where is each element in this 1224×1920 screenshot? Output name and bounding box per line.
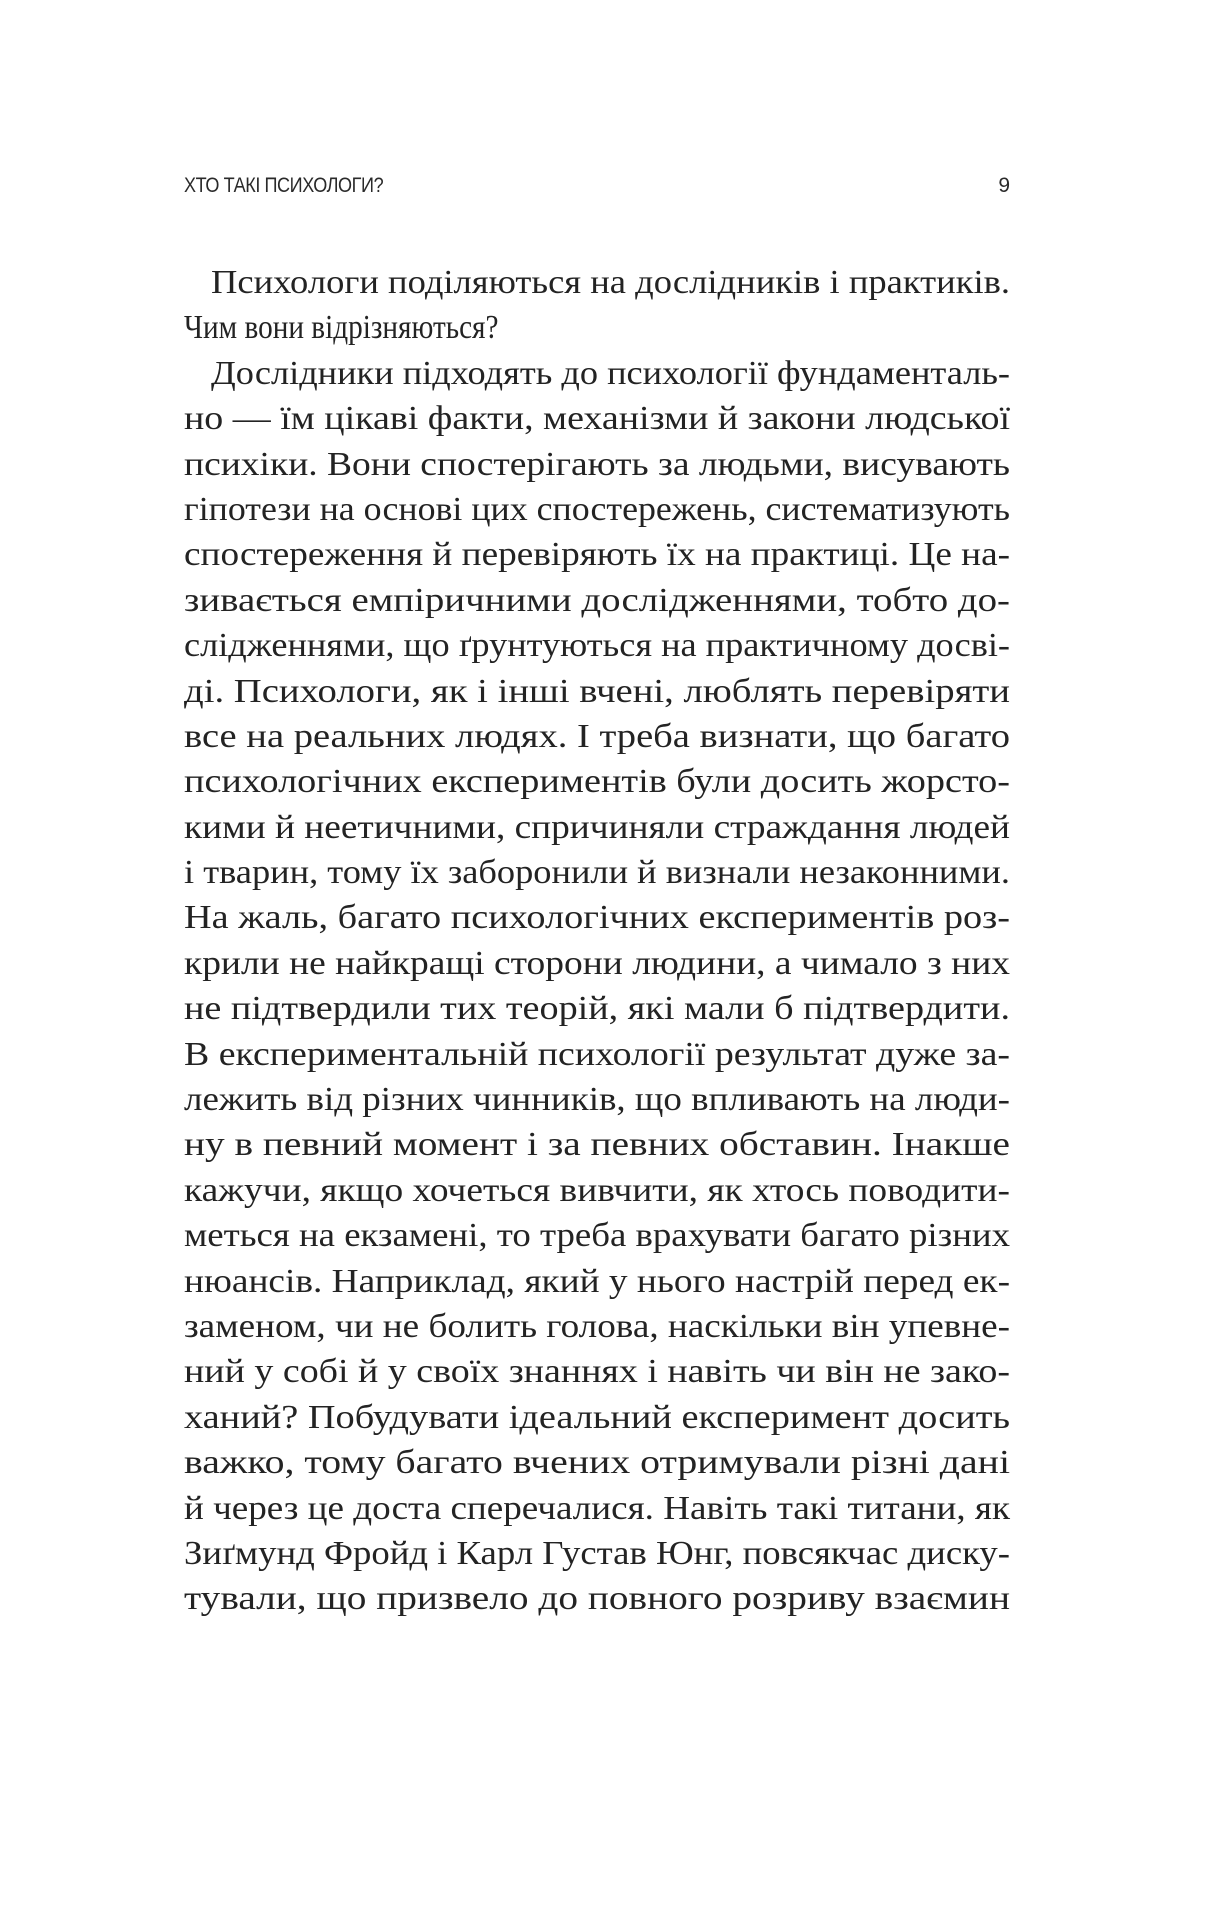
text-line (184, 305, 1010, 350)
text-line (184, 1122, 1010, 1167)
text-line (184, 578, 1010, 623)
text-line (184, 1576, 1010, 1621)
text-line-content: кими й неетичними, спричиняли страждання людей (184, 808, 1010, 846)
text-line-content: важко, тому багато вчених отримували різні дані (184, 1444, 1010, 1482)
text-line-content: нюансів. Наприклад, який у нього настрій перед ек- (184, 1262, 1010, 1300)
text-line-content: Дослідники підходять до психології фундаменталь- (211, 354, 1011, 392)
text-line-content: На жаль, багато психологічних експериментів роз- (184, 899, 1010, 937)
text-line (184, 442, 1010, 487)
text-line (184, 1486, 1010, 1531)
text-line (184, 1032, 1010, 1077)
text-line-content: В експериментальній психології результат дуже за- (184, 1035, 1010, 1073)
text-line (184, 487, 1010, 532)
text-line (184, 396, 1010, 441)
running-title: ХТО ТАКІ ПСИХОЛОГИ? (184, 174, 384, 197)
text-line-content: меться на екзамені, то треба врахувати багато різних (184, 1217, 1010, 1255)
text-line-content: не підтвердили тих теорій, які мали б підтвердити. (184, 990, 1011, 1028)
text-line (184, 260, 1010, 305)
text-line (184, 1168, 1010, 1213)
text-line (184, 895, 1010, 940)
text-line-content: Психологи поділяються на дослідників і практиків. (211, 264, 1010, 301)
text-line-content: тували, що призвело до повного розриву взаємин (184, 1580, 1010, 1618)
text-line-content: психологічних експериментів були досить жорсто- (184, 763, 1010, 801)
text-line (184, 669, 1010, 714)
text-line (184, 941, 1010, 986)
text-line-content: ну в певний момент і за певних обставин. Інакше (184, 1126, 1010, 1164)
text-line (184, 805, 1010, 850)
text-line (184, 532, 1010, 577)
text-line-content: Зиґмунд Фройд і Карл Густав Юнг, повсякчас диску- (184, 1534, 1010, 1572)
text-line-content: но — їм цікаві факти, механізми й закони людської (184, 400, 1010, 438)
text-line-content: все на реальних людях. І треба визнати, що багато (184, 717, 1010, 755)
text-line (184, 1395, 1010, 1440)
running-header (184, 174, 1010, 204)
text-line-content: ді. Психологи, як і інші вчені, люблять перевіряти (184, 672, 1010, 710)
text-line (184, 1531, 1010, 1576)
text-line-content: слідженнями, що ґрунтуються на практичному досві- (184, 627, 1010, 665)
text-line-content: гіпотези на основі цих спостережень, систематизують (184, 490, 1010, 528)
text-line-content: крили не найкращі сторони людини, а чимало з них (184, 944, 1010, 982)
text-line (184, 1440, 1010, 1485)
text-line-content: і тварин, тому їх заборонили й визнали незаконними. (184, 854, 1011, 892)
text-line (184, 850, 1010, 895)
text-line-content: Чим вони відрізняються? (184, 309, 499, 347)
text-line-content: кажучи, якщо хочеться вивчити, як хтось поводити- (184, 1171, 1010, 1209)
text-line-content: заменом, чи не болить голова, наскільки він упевне- (184, 1307, 1010, 1345)
text-line-content: зивається емпіричними дослідженнями, тобто до- (184, 581, 1010, 619)
text-line-content: психіки. Вони спостерігають за людьми, висувають (184, 445, 1010, 483)
text-line-content: ханий? Побудувати ідеальний експеримент досить (184, 1398, 1010, 1436)
text-line (184, 1077, 1010, 1122)
text-line (184, 1349, 1010, 1394)
text-line-content: й через це доста сперечалися. Навіть такі титани, як (184, 1489, 1011, 1527)
text-line (184, 1213, 1010, 1258)
page-number: 9 (998, 174, 1010, 197)
text-line-content: лежить від різних чинників, що впливають на люди- (184, 1081, 1010, 1119)
text-line (184, 623, 1010, 668)
text-line (184, 759, 1010, 804)
body-text (184, 260, 1010, 1622)
text-line (184, 986, 1010, 1031)
text-line-content: спостереження й перевіряють їх на практиці. Це на- (184, 536, 1010, 574)
text-line (184, 1259, 1010, 1304)
text-line (184, 1304, 1010, 1349)
text-line (184, 714, 1010, 759)
text-line-content: ний у собі й у своїх знаннях і навіть чи він не зако- (184, 1353, 1011, 1391)
text-line (184, 351, 1010, 396)
